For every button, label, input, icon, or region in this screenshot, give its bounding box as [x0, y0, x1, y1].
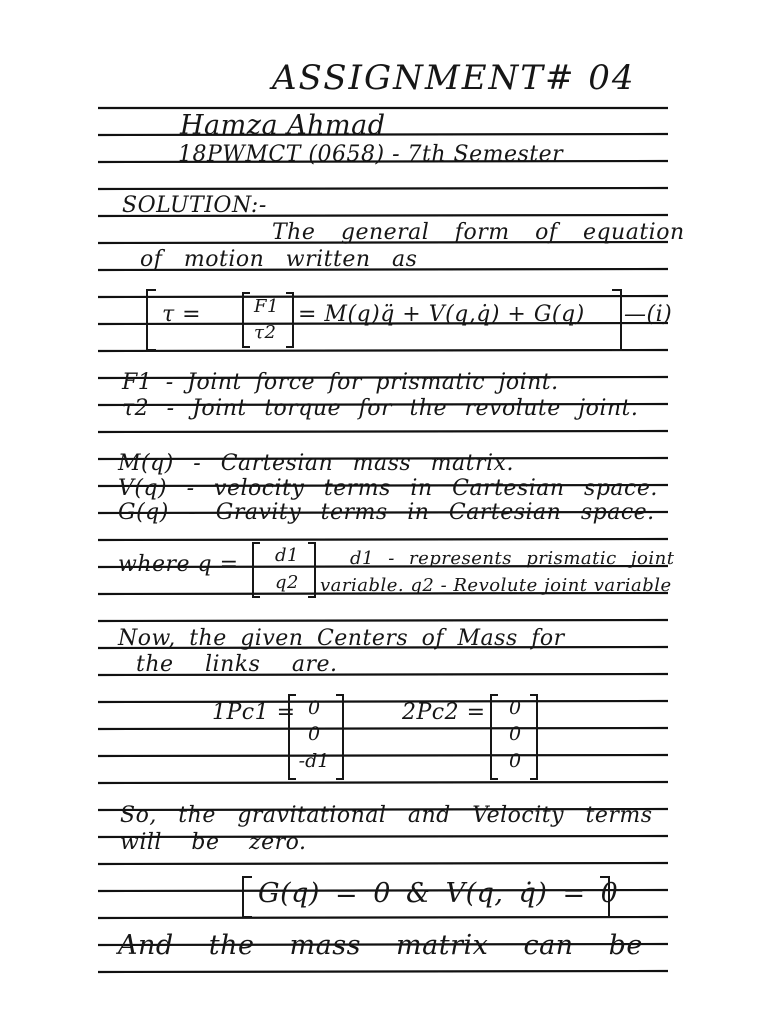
pc2-value-z: 0: [508, 750, 522, 772]
q-vector-bottom: q2: [275, 572, 299, 593]
solution-label: SOLUTION:-: [122, 193, 267, 218]
ruled-line: [98, 539, 668, 540]
where-line-2: variable. q2 - Revolute joint variable: [320, 575, 672, 596]
definition-gravity: G(q) - Gravity terms in Cartesian space.: [118, 500, 655, 525]
vector-open-bracket: [242, 292, 250, 348]
equation-1-vector-top: F1: [254, 296, 279, 317]
ruled-line: [98, 431, 668, 432]
centers-line-1: Now, the given Centers of Mass for: [118, 626, 565, 651]
q-vector-open-bracket: [252, 542, 260, 598]
pc2-close-bracket: [530, 694, 538, 780]
ruled-line: [98, 701, 668, 702]
ruled-line: [98, 917, 668, 918]
definition-mass-matrix: M(q) - Cartesian mass matrix.: [118, 451, 514, 476]
roll-number: 18PWMCT (0658) - 7th Semester: [178, 142, 564, 167]
equation-1-close-bracket: [612, 289, 622, 351]
pc1-label: 1Pc1 =: [212, 700, 296, 725]
pc2-value-x: 0: [508, 697, 522, 719]
conclusion-line-1: So, the gravitational and Velocity terms: [120, 803, 653, 828]
vector-close-bracket: [286, 292, 294, 348]
pc1-value-y: 0: [307, 723, 321, 745]
ruled-line: [98, 728, 668, 729]
ruled-line: [98, 296, 668, 297]
equation-2-open-bracket: [242, 876, 252, 918]
pc2-label: 2Pc2 =: [402, 700, 486, 725]
equation-1-vector-bottom: τ2: [254, 322, 277, 343]
equation-1-lhs: τ =: [162, 302, 202, 327]
centers-line-2: the links are.: [136, 652, 338, 677]
pc1-value-x: 0: [307, 697, 321, 719]
solution-intro-line-2: of motion written as: [140, 247, 418, 272]
equation-2-close-bracket: [600, 876, 610, 918]
assignment-title: ASSIGNMENT# 04: [272, 58, 636, 98]
definition-f1: F1 - Joint force for prismatic joint.: [122, 370, 559, 395]
definition-velocity: V(q) - velocity terms in Cartesian space.: [118, 476, 658, 501]
pc2-value-y: 0: [508, 723, 522, 745]
student-name: Hamza Ahmad: [180, 110, 386, 141]
ruled-line: [98, 620, 668, 621]
pc1-close-bracket: [336, 694, 344, 780]
pc1-value-z: -d1: [298, 750, 330, 772]
q-vector-top: d1: [275, 545, 299, 566]
where-lead: where q =: [118, 552, 239, 577]
solution-intro-line-1: The general form of equation: [272, 220, 685, 245]
ruled-line: [98, 755, 668, 756]
definition-tau2: τ2 - Joint torque for the revolute joint.: [122, 396, 639, 421]
equation-1-tag: —(i): [624, 302, 673, 327]
ruled-line: [98, 188, 668, 189]
equation-2: G(q) = 0 & V(q, q̇) = 0: [258, 878, 619, 909]
conclusion-line-2: will be zero.: [120, 830, 307, 855]
equation-1-rhs: = M(q)q̈ + V(q,q̇) + G(q): [298, 302, 585, 327]
ruled-line: [98, 782, 668, 783]
q-vector-close-bracket: [308, 542, 316, 598]
ruled-line: [98, 863, 668, 864]
closing-line: And the mass matrix can be: [118, 930, 643, 961]
ruled-line: [98, 350, 668, 351]
ruled-line: [98, 971, 668, 972]
equation-1-open-bracket: [146, 289, 156, 351]
where-line-1: d1 - represents prismatic joint: [350, 548, 675, 569]
